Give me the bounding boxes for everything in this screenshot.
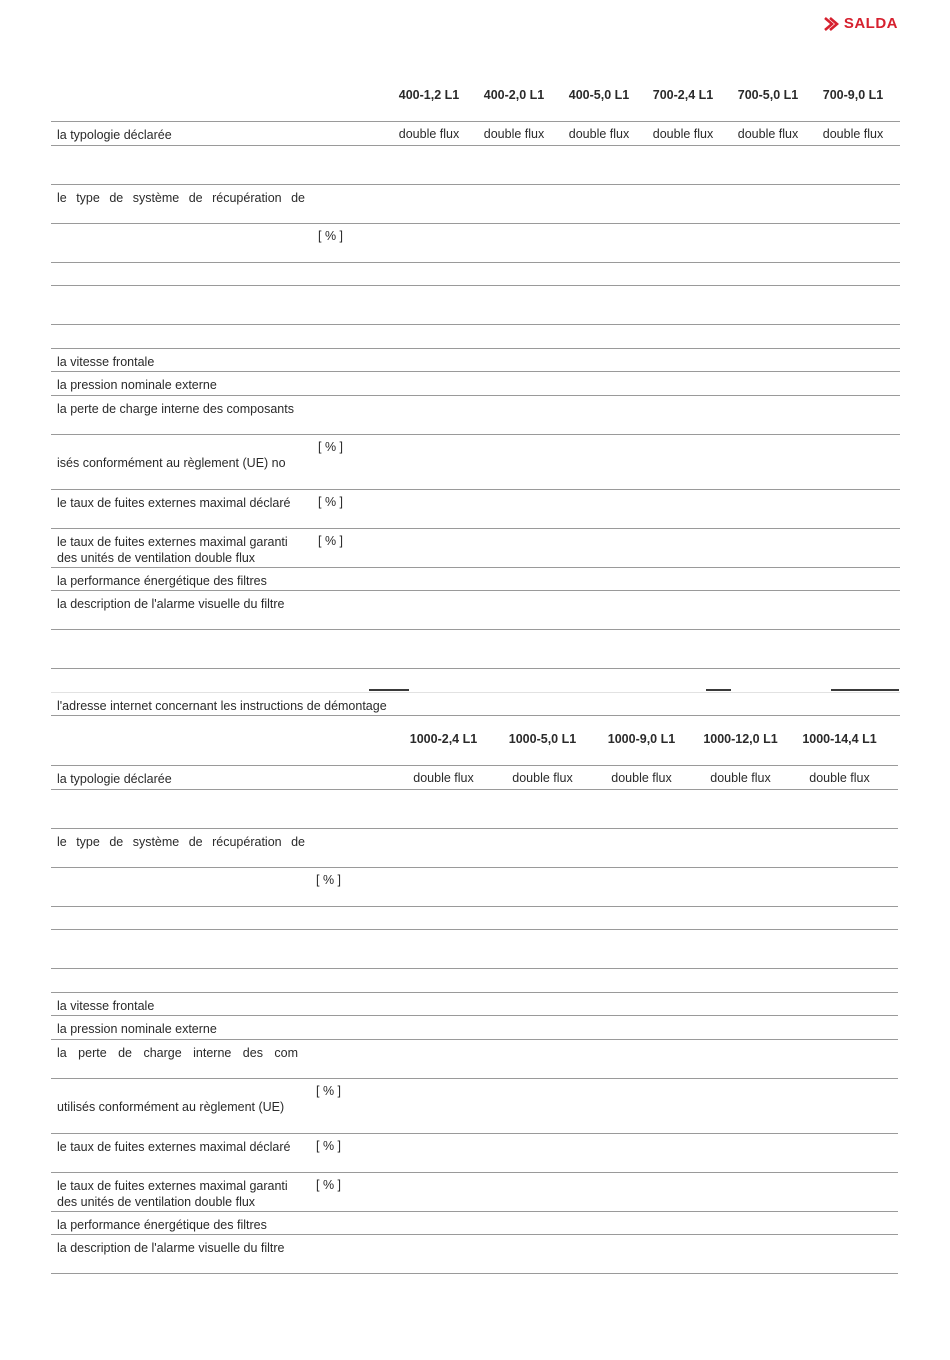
row-label: la pression nominale externe xyxy=(57,378,217,392)
row-label: l'adresse internet concernant les instructions de démontage xyxy=(57,699,387,713)
table-row xyxy=(51,490,900,529)
typology-value: double flux xyxy=(809,771,870,785)
table-row xyxy=(51,1212,898,1235)
unit-label: [ % ] xyxy=(316,873,342,887)
table-row xyxy=(51,1016,898,1040)
unit-label: [ % ] xyxy=(316,1178,342,1192)
table-header xyxy=(51,80,900,122)
salda-logo-icon xyxy=(824,17,840,31)
model-header: 1000-14,4 L1 xyxy=(802,732,877,746)
table-row xyxy=(51,224,900,263)
row-label: la vitesse frontale xyxy=(57,999,155,1013)
table-row xyxy=(51,930,898,969)
table-row xyxy=(51,693,900,716)
model-header: 700-5,0 L1 xyxy=(737,88,799,102)
table-row xyxy=(51,146,900,185)
typology-value: double flux xyxy=(737,127,799,141)
model-header: 1000-12,0 L1 xyxy=(703,732,778,746)
row-label: la typologie déclarée xyxy=(57,128,172,142)
row-label: le taux de fuites externes maximal déclaré xyxy=(57,496,291,510)
typology-value: double flux xyxy=(652,127,714,141)
row-label: le taux de fuites externes maximal déclaré xyxy=(57,1140,291,1154)
table-row xyxy=(51,286,900,325)
unit-label: [ % ] xyxy=(318,229,344,243)
row-label: la typologie déclarée xyxy=(57,772,172,786)
row-divider xyxy=(51,689,900,692)
brand-logo xyxy=(824,15,898,32)
model-header: 400-2,0 L1 xyxy=(483,88,545,102)
table-row xyxy=(51,1079,898,1134)
table-row xyxy=(51,263,900,286)
table-row xyxy=(51,325,900,349)
table-row xyxy=(51,435,900,490)
table-row xyxy=(51,591,900,630)
typology-value: double flux xyxy=(413,771,474,785)
typology-value: double flux xyxy=(512,771,573,785)
table-row xyxy=(51,766,898,790)
table-row xyxy=(51,1235,898,1274)
unit-label: [ % ] xyxy=(318,495,344,509)
table-row xyxy=(51,349,900,372)
table-row xyxy=(51,790,898,829)
model-header: 1000-5,0 L1 xyxy=(508,732,577,746)
table-row xyxy=(51,829,898,868)
model-header: 700-2,4 L1 xyxy=(652,88,714,102)
table-row xyxy=(51,1134,898,1173)
brand-name: SALDA xyxy=(843,15,898,32)
row-label: le type de système de récupération de xyxy=(57,191,305,205)
table-row xyxy=(51,396,900,435)
typology-value: double flux xyxy=(483,127,545,141)
table-row xyxy=(51,568,900,591)
model-header: 700-9,0 L1 xyxy=(822,88,884,102)
table-row xyxy=(51,969,898,993)
typology-value: double flux xyxy=(611,771,672,785)
unit-label: [ % ] xyxy=(318,440,344,454)
model-header: 1000-9,0 L1 xyxy=(607,732,676,746)
table-row xyxy=(51,122,900,146)
model-header: 400-1,2 L1 xyxy=(398,88,460,102)
unit-label: [ % ] xyxy=(316,1139,342,1153)
row-label: la pression nominale externe xyxy=(57,1022,217,1036)
row-label: le taux de fuites externes maximal garanti des unités de ventilation double flux xyxy=(57,1179,288,1209)
row-label: la performance énergétique des filtres xyxy=(57,1218,267,1232)
spec-table-1 xyxy=(51,80,900,716)
model-header: 400-5,0 L1 xyxy=(568,88,630,102)
table-row xyxy=(51,1040,898,1079)
unit-label: [ % ] xyxy=(316,1084,342,1098)
table-row xyxy=(51,868,898,907)
row-label: la description de l'alarme visuelle du filtre xyxy=(57,597,285,611)
row-label: la vitesse frontale xyxy=(57,355,155,369)
typology-value: double flux xyxy=(710,771,771,785)
typology-value: double flux xyxy=(568,127,630,141)
row-label: isés conformément au règlement (UE) no xyxy=(57,456,286,470)
row-label: utilisés conformément au règlement (UE) xyxy=(57,1100,285,1114)
row-label: la performance énergétique des filtres xyxy=(57,574,267,588)
table-row xyxy=(51,907,898,930)
typology-value: double flux xyxy=(822,127,884,141)
row-label: le type de système de récupération de xyxy=(57,835,305,849)
row-label: la perte de charge interne des composants xyxy=(57,402,294,416)
typology-value: double flux xyxy=(398,127,460,141)
row-label: la perte de charge interne des com xyxy=(57,1046,298,1060)
table-row xyxy=(51,529,900,568)
model-header: 1000-2,4 L1 xyxy=(409,732,478,746)
table-header xyxy=(51,724,898,766)
table-row xyxy=(51,630,900,669)
table-row xyxy=(51,993,898,1016)
row-label: la description de l'alarme visuelle du filtre xyxy=(57,1241,285,1255)
spec-table-2 xyxy=(51,724,898,1274)
table-row xyxy=(51,372,900,396)
table-row xyxy=(51,185,900,224)
table-row xyxy=(51,1173,898,1212)
row-label: le taux de fuites externes maximal garanti des unités de ventilation double flux xyxy=(57,535,288,565)
unit-label: [ % ] xyxy=(318,534,344,548)
